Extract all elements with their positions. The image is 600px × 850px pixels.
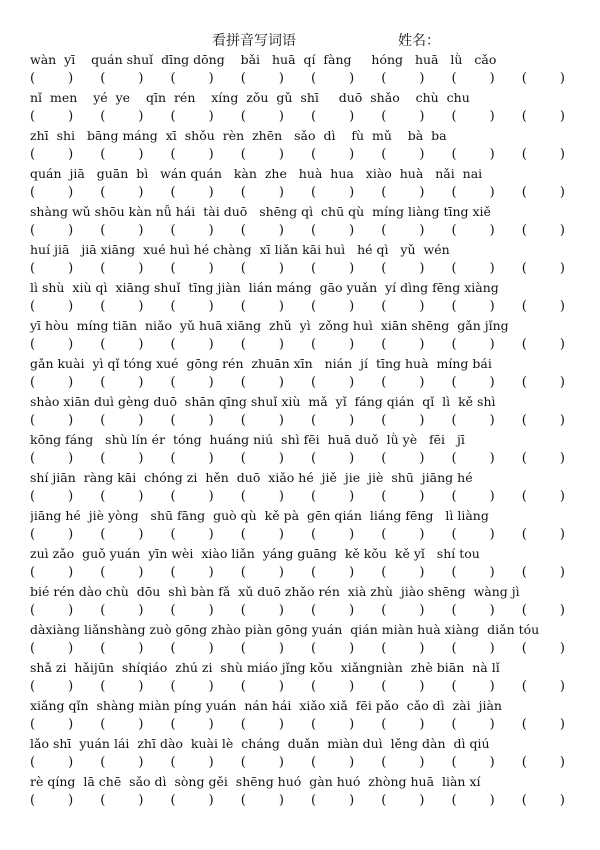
pinyin-line: kōng fáng shù lín ér tóng huáng niú shì fēi huā duǒ lǜ yè fēi jī [30, 432, 465, 447]
answer-blank[interactable]: ( ) [451, 71, 495, 86]
answer-blank[interactable]: ( ) [311, 299, 355, 314]
worksheet-row [0, 392, 600, 430]
pinyin-line: shào xiān duì gèng duō shān qīng shuǐ xiù mǎ yǐ fáng qián qǐ lì kě shì [30, 394, 496, 409]
answer-blank[interactable]: ( ) [311, 261, 355, 276]
answer-blank[interactable]: ( ) [521, 489, 565, 504]
answer-blank[interactable]: ( ) [521, 71, 565, 86]
worksheet-header [0, 30, 600, 50]
answer-blank[interactable]: ( ) [311, 109, 355, 124]
pinyin-line: gǎn kuài yì qǐ tóng xué gōng rén zhuān xīn nián jí tīng huà míng bái [30, 356, 492, 371]
answer-blank[interactable]: ( ) [240, 527, 284, 542]
answer-blank[interactable]: ( ) [451, 793, 495, 808]
answer-blank[interactable]: ( ) [381, 489, 425, 504]
answer-blank[interactable]: ( ) [381, 603, 425, 618]
answer-blank[interactable]: ( ) [381, 223, 425, 238]
answer-blank[interactable]: ( ) [451, 603, 495, 618]
answer-blank[interactable]: ( ) [240, 299, 284, 314]
answer-blank[interactable]: ( ) [451, 641, 495, 656]
answer-blanks-line [30, 526, 575, 544]
answer-blank[interactable]: ( ) [451, 451, 495, 466]
answer-blank[interactable]: ( ) [521, 603, 565, 618]
worksheet-row [0, 202, 600, 240]
answer-blank[interactable]: ( ) [381, 527, 425, 542]
answer-blank[interactable]: ( ) [521, 375, 565, 390]
name-label: 姓名： [398, 33, 440, 49]
answer-blank[interactable]: ( ) [521, 299, 565, 314]
answer-blank[interactable]: ( ) [311, 679, 355, 694]
answer-blank[interactable]: ( ) [451, 565, 495, 580]
answer-blank[interactable]: ( ) [100, 299, 144, 314]
answer-blank[interactable]: ( ) [381, 413, 425, 428]
answer-blank[interactable]: ( ) [100, 261, 144, 276]
answer-blank[interactable]: ( ) [30, 413, 74, 428]
pinyin-line: nǐ men yé ye qīn rén xíng zǒu gǔ shī duō shǎo chù chu [30, 90, 470, 105]
answer-blanks-line [30, 108, 575, 126]
answer-blanks-line [30, 754, 575, 772]
worksheet-row [0, 164, 600, 202]
answer-blank[interactable]: ( ) [240, 413, 284, 428]
answer-blank[interactable]: ( ) [381, 793, 425, 808]
answer-blank[interactable]: ( ) [521, 755, 565, 770]
answer-blank[interactable]: ( ) [311, 375, 355, 390]
answer-blank[interactable]: ( ) [100, 565, 144, 580]
answer-blank[interactable]: ( ) [521, 261, 565, 276]
answer-blanks-line [30, 222, 575, 240]
answer-blanks-line [30, 678, 575, 696]
answer-blank[interactable]: ( ) [521, 337, 565, 352]
pinyin-line: zuì zǎo guǒ yuán yīn wèi xiào liǎn yáng guāng kě kǒu kě yǐ shí tou [30, 546, 480, 561]
worksheet-title: 看拼音写词语 [212, 33, 296, 49]
answer-blank[interactable]: ( ) [381, 109, 425, 124]
answer-blanks-line [30, 792, 575, 810]
answer-blanks-line [30, 298, 575, 316]
answer-blank[interactable]: ( ) [30, 261, 74, 276]
pinyin-line: bié rén dào chù dōu shì bàn fǎ xǔ duō zhǎo rén xià zhù jiào shēng wàng jì [30, 584, 520, 599]
answer-blanks-line [30, 640, 575, 658]
answer-blank[interactable]: ( ) [521, 147, 565, 162]
answer-blank[interactable]: ( ) [451, 337, 495, 352]
answer-blank[interactable]: ( ) [381, 375, 425, 390]
answer-blank[interactable]: ( ) [311, 223, 355, 238]
pinyin-line: huí jiā jiā xiāng xué huì hé chàng xī liǎn kāi huì hé qì yǔ wén [30, 242, 450, 257]
answer-blank[interactable]: ( ) [170, 147, 214, 162]
answer-blank[interactable]: ( ) [311, 717, 355, 732]
pinyin-line: quán jiā guān bì wán quán kàn zhe huà hua xiào huà nǎi nai [30, 166, 483, 181]
answer-blank[interactable]: ( ) [100, 109, 144, 124]
answer-blank[interactable]: ( ) [451, 755, 495, 770]
worksheet-row [0, 506, 600, 544]
answer-blanks-line [30, 184, 575, 202]
answer-blank[interactable]: ( ) [30, 527, 74, 542]
answer-blank[interactable]: ( ) [30, 375, 74, 390]
worksheet-row [0, 354, 600, 392]
pinyin-line: lǎo shī yuán lái zhī dào kuài lè cháng duǎn miàn duì lěng dàn dì qiú [30, 736, 490, 751]
answer-blank[interactable]: ( ) [451, 413, 495, 428]
answer-blank[interactable]: ( ) [170, 755, 214, 770]
answer-blank[interactable]: ( ) [381, 261, 425, 276]
answer-blank[interactable]: ( ) [381, 755, 425, 770]
answer-blank[interactable]: ( ) [30, 717, 74, 732]
answer-blanks-line [30, 602, 575, 620]
answer-blank[interactable]: ( ) [521, 793, 565, 808]
answer-blank[interactable]: ( ) [100, 603, 144, 618]
answer-blank[interactable]: ( ) [100, 185, 144, 200]
answer-blank[interactable]: ( ) [30, 147, 74, 162]
answer-blank[interactable]: ( ) [311, 413, 355, 428]
answer-blank[interactable]: ( ) [381, 71, 425, 86]
answer-blank[interactable]: ( ) [240, 679, 284, 694]
answer-blank[interactable]: ( ) [170, 717, 214, 732]
answer-blank[interactable]: ( ) [311, 489, 355, 504]
answer-blank[interactable]: ( ) [170, 337, 214, 352]
answer-blank[interactable]: ( ) [240, 489, 284, 504]
worksheet-row [0, 696, 600, 734]
answer-blank[interactable]: ( ) [381, 299, 425, 314]
answer-blank[interactable]: ( ) [240, 451, 284, 466]
worksheet-row [0, 430, 600, 468]
answer-blank[interactable]: ( ) [381, 679, 425, 694]
answer-blank[interactable]: ( ) [451, 223, 495, 238]
pinyin-line: shǎ zi hǎijūn shíqiáo zhú zi shù miáo jǐng kǒu xiǎngniàn zhè biān nà lǐ [30, 660, 500, 675]
answer-blanks-line [30, 70, 575, 88]
answer-blank[interactable]: ( ) [311, 641, 355, 656]
answer-blank[interactable]: ( ) [30, 489, 74, 504]
answer-blank[interactable]: ( ) [100, 527, 144, 542]
worksheet-row [0, 468, 600, 506]
worksheet-row [0, 50, 600, 88]
answer-blank[interactable]: ( ) [30, 603, 74, 618]
answer-blank[interactable]: ( ) [240, 375, 284, 390]
answer-blank[interactable]: ( ) [240, 71, 284, 86]
answer-blanks-line [30, 412, 575, 430]
answer-blank[interactable]: ( ) [311, 71, 355, 86]
pinyin-line: dàxiàng liǎnshàng zuò gōng zhào piàn gōng yuán qián miàn huà xiàng diǎn tóu [30, 622, 540, 637]
answer-blank[interactable]: ( ) [451, 375, 495, 390]
answer-blank[interactable]: ( ) [451, 261, 495, 276]
answer-blank[interactable]: ( ) [521, 641, 565, 656]
answer-blank[interactable]: ( ) [521, 223, 565, 238]
answer-blank[interactable]: ( ) [240, 603, 284, 618]
answer-blank[interactable]: ( ) [311, 185, 355, 200]
answer-blanks-line [30, 260, 575, 278]
answer-blank[interactable]: ( ) [100, 717, 144, 732]
answer-blank[interactable]: ( ) [170, 489, 214, 504]
answer-blank[interactable]: ( ) [381, 147, 425, 162]
answer-blank[interactable]: ( ) [170, 527, 214, 542]
worksheet-rows [0, 50, 600, 810]
worksheet-row [0, 544, 600, 582]
answer-blank[interactable]: ( ) [381, 451, 425, 466]
answer-blank[interactable]: ( ) [30, 109, 74, 124]
answer-blank[interactable]: ( ) [170, 185, 214, 200]
answer-blank[interactable]: ( ) [170, 413, 214, 428]
answer-blank[interactable]: ( ) [170, 223, 214, 238]
pinyin-line: xiǎng qǐn shàng miàn píng yuán nán hái xiǎo xiǎ fēi pǎo cǎo dì zài jiàn [30, 698, 502, 713]
answer-blank[interactable]: ( ) [30, 223, 74, 238]
answer-blank[interactable]: ( ) [381, 641, 425, 656]
answer-blank[interactable]: ( ) [240, 793, 284, 808]
answer-blank[interactable]: ( ) [100, 793, 144, 808]
answer-blanks-line [30, 450, 575, 468]
answer-blank[interactable]: ( ) [521, 565, 565, 580]
answer-blank[interactable]: ( ) [311, 337, 355, 352]
answer-blank[interactable]: ( ) [240, 109, 284, 124]
worksheet-row [0, 582, 600, 620]
answer-blank[interactable]: ( ) [30, 755, 74, 770]
answer-blank[interactable]: ( ) [311, 565, 355, 580]
answer-blank[interactable]: ( ) [100, 641, 144, 656]
answer-blank[interactable]: ( ) [170, 793, 214, 808]
answer-blank[interactable]: ( ) [521, 527, 565, 542]
worksheet-row [0, 734, 600, 772]
answer-blank[interactable]: ( ) [451, 147, 495, 162]
pinyin-line: shàng wǔ shōu kàn nǚ hái tài duō shēng qì chū qù míng liàng tīng xiě [30, 204, 491, 219]
answer-blank[interactable]: ( ) [521, 185, 565, 200]
answer-blank[interactable]: ( ) [30, 185, 74, 200]
answer-blank[interactable]: ( ) [311, 527, 355, 542]
answer-blank[interactable]: ( ) [170, 109, 214, 124]
answer-blank[interactable]: ( ) [451, 109, 495, 124]
answer-blank[interactable]: ( ) [521, 451, 565, 466]
answer-blank[interactable]: ( ) [30, 679, 74, 694]
answer-blank[interactable]: ( ) [170, 565, 214, 580]
answer-blank[interactable]: ( ) [381, 717, 425, 732]
answer-blank[interactable]: ( ) [521, 679, 565, 694]
answer-blank[interactable]: ( ) [240, 147, 284, 162]
answer-blanks-line [30, 564, 575, 582]
worksheet-row [0, 772, 600, 810]
answer-blank[interactable]: ( ) [100, 223, 144, 238]
answer-blank[interactable]: ( ) [451, 679, 495, 694]
answer-blank[interactable]: ( ) [311, 755, 355, 770]
worksheet-row [0, 88, 600, 126]
pinyin-line: yī hòu míng tiān niǎo yǔ huā xiāng zhǔ yì zǒng huì xiān shēng gǎn jǐng [30, 318, 509, 333]
answer-blank[interactable]: ( ) [100, 147, 144, 162]
answer-blank[interactable]: ( ) [170, 71, 214, 86]
worksheet-row [0, 126, 600, 164]
answer-blank[interactable]: ( ) [311, 603, 355, 618]
worksheet-row [0, 658, 600, 696]
answer-blank[interactable]: ( ) [170, 299, 214, 314]
answer-blank[interactable]: ( ) [311, 451, 355, 466]
answer-blank[interactable]: ( ) [381, 337, 425, 352]
pinyin-line: rè qíng lā chē sǎo dì sòng gěi shēng huó gàn huó zhòng huā liàn xí [30, 774, 481, 789]
answer-blanks-line [30, 488, 575, 506]
answer-blank[interactable]: ( ) [451, 489, 495, 504]
worksheet-row [0, 278, 600, 316]
answer-blank[interactable]: ( ) [451, 299, 495, 314]
answer-blank[interactable]: ( ) [30, 565, 74, 580]
answer-blank[interactable]: ( ) [240, 185, 284, 200]
answer-blank[interactable]: ( ) [381, 565, 425, 580]
answer-blank[interactable]: ( ) [521, 717, 565, 732]
answer-blank[interactable]: ( ) [170, 375, 214, 390]
answer-blank[interactable]: ( ) [451, 185, 495, 200]
answer-blank[interactable]: ( ) [240, 223, 284, 238]
answer-blank[interactable]: ( ) [100, 755, 144, 770]
answer-blank[interactable]: ( ) [100, 413, 144, 428]
answer-blanks-line [30, 146, 575, 164]
pinyin-line: wàn yī quán shuǐ dīng dōng bǎi huā qí fàng hóng huā lǜ cǎo [30, 52, 497, 67]
answer-blank[interactable]: ( ) [240, 337, 284, 352]
answer-blank[interactable]: ( ) [240, 261, 284, 276]
answer-blank[interactable]: ( ) [30, 71, 74, 86]
answer-blank[interactable]: ( ) [100, 451, 144, 466]
answer-blank[interactable]: ( ) [30, 451, 74, 466]
answer-blank[interactable]: ( ) [30, 337, 74, 352]
answer-blank[interactable]: ( ) [240, 755, 284, 770]
answer-blank[interactable]: ( ) [100, 337, 144, 352]
answer-blank[interactable]: ( ) [451, 717, 495, 732]
answer-blank[interactable]: ( ) [240, 641, 284, 656]
answer-blank[interactable]: ( ) [381, 185, 425, 200]
answer-blanks-line [30, 716, 575, 734]
answer-blank[interactable]: ( ) [240, 565, 284, 580]
answer-blank[interactable]: ( ) [240, 717, 284, 732]
worksheet-row [0, 316, 600, 354]
answer-blank[interactable]: ( ) [170, 261, 214, 276]
answer-blank[interactable]: ( ) [100, 71, 144, 86]
worksheet-row [0, 620, 600, 658]
answer-blanks-line [30, 336, 575, 354]
answer-blank[interactable]: ( ) [311, 793, 355, 808]
answer-blank[interactable]: ( ) [30, 299, 74, 314]
answer-blanks-line [30, 374, 575, 392]
answer-blank[interactable]: ( ) [170, 603, 214, 618]
pinyin-line: zhī shi bāng máng xī shǒu rèn zhēn sǎo dì fù mǔ bà ba [30, 128, 447, 143]
pinyin-line: jiāng hé jiè yòng shū fāng guò qù kě pà gēn qián liáng fēng lì liàng [30, 508, 489, 523]
answer-blank[interactable]: ( ) [170, 451, 214, 466]
answer-blank[interactable]: ( ) [100, 375, 144, 390]
answer-blank[interactable]: ( ) [30, 641, 74, 656]
answer-blank[interactable]: ( ) [521, 109, 565, 124]
pinyin-line: lì shù xiù qì xiāng shuǐ tīng jiàn lián máng gāo yuǎn yí dìng fēng xiàng [30, 280, 499, 295]
answer-blank[interactable]: ( ) [311, 147, 355, 162]
answer-blank[interactable]: ( ) [170, 641, 214, 656]
pinyin-line: shí jiān ràng kāi chóng zi hěn duō xiǎo hé jiě jie jiè shū jiāng hé [30, 470, 473, 485]
answer-blank[interactable]: ( ) [451, 527, 495, 542]
answer-blank[interactable]: ( ) [521, 413, 565, 428]
answer-blank[interactable]: ( ) [170, 679, 214, 694]
answer-blank[interactable]: ( ) [100, 489, 144, 504]
worksheet-row [0, 240, 600, 278]
answer-blank[interactable]: ( ) [100, 679, 144, 694]
answer-blank[interactable]: ( ) [30, 793, 74, 808]
